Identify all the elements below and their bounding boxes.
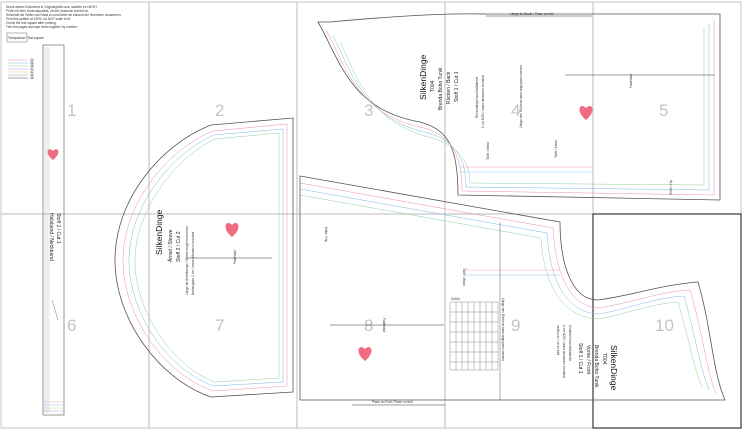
back-code: T004 bbox=[430, 80, 436, 92]
back-note-1: Rückenlänge laut Maßtabelle bbox=[475, 76, 479, 118]
test-square-label: Testquadrat / Test square bbox=[8, 36, 44, 40]
back-waist-mark: Taille / Waist bbox=[486, 142, 490, 160]
front-piece bbox=[300, 176, 725, 405]
instruction-line-4: Print this pattern at 100%, do NOT scale to fit. bbox=[6, 17, 71, 21]
front-name: Brenda Boho Tunik bbox=[593, 345, 599, 388]
back-grain-mark: Fadenlauf bbox=[629, 73, 633, 88]
legend-size-40: 40 bbox=[30, 67, 34, 71]
page-number-2: 2 bbox=[215, 101, 225, 120]
legend-size-38: 38 bbox=[30, 64, 34, 68]
front-piece-label: Vorne / Front bbox=[585, 345, 591, 374]
back-waist-mark-2: Taille / Waist bbox=[554, 140, 558, 158]
heart-logo-icon bbox=[225, 223, 238, 237]
back-brand: SilkenDinge bbox=[418, 54, 428, 100]
page-number-5: 5 bbox=[659, 101, 669, 120]
legend-size-36: 36 bbox=[30, 61, 34, 65]
back-hip-mark: Hüfte / Hip bbox=[669, 179, 673, 195]
page-number-3: 3 bbox=[364, 101, 374, 120]
legend-size-44: 44 bbox=[30, 73, 34, 77]
heart-logo-icon bbox=[579, 106, 592, 120]
front-cut: Stoff 1 / Cut 1 bbox=[577, 343, 583, 374]
sleeve-name: Ärmel / Sleeve bbox=[168, 229, 174, 262]
page-number-7: 7 bbox=[215, 316, 225, 335]
front-length-mark: Länge des Rückens kann angepasst werden bbox=[501, 298, 505, 361]
back-note-2: 1 cm NZG / seam allowance included bbox=[481, 75, 485, 128]
heart-logo-icon bbox=[358, 347, 371, 361]
front-waist-mark: Taille / Waist bbox=[462, 268, 466, 286]
size-table bbox=[450, 302, 498, 370]
page-grid bbox=[1, 2, 741, 428]
size-legend bbox=[8, 58, 34, 80]
instruction-line-3: Schneide die Seiten am Rand zu und klebe sie anhand der Nummern zusammen. bbox=[6, 13, 122, 17]
instruction-line-5: Check the test square after printing. bbox=[6, 21, 57, 25]
print-instructions bbox=[6, 5, 121, 42]
back-note-3: Länge des Rückens kann angepasst werden bbox=[519, 65, 523, 128]
sleeve-grain: Fadenlauf bbox=[233, 249, 237, 264]
neckband-cut: Stoff 1 / Cut 1 bbox=[55, 213, 61, 244]
sleeve-note-2: Nahtzugabe 1 cm / seam allowance included bbox=[191, 231, 195, 295]
front-fold-label: Place on Fold / Place on fold bbox=[372, 400, 413, 404]
front-code: T004 bbox=[601, 353, 607, 365]
instruction-line-2: Prüfe mit dem Kontrollquadrat, ob der Ausdruck korrekt ist. bbox=[6, 9, 89, 13]
sleeve-note-1: Länge ab Ärmelbeuge / Sleeve length from bend bbox=[185, 226, 189, 295]
back-cut: Stoff 1 / Cut 1 bbox=[454, 71, 460, 102]
front-grain-mark: Fadenlauf bbox=[382, 318, 386, 333]
heart-logo-icon bbox=[48, 149, 59, 160]
front-note-1: Vorderteil laut Maßtabelle bbox=[568, 325, 572, 362]
page-number-8: 8 bbox=[364, 316, 374, 335]
legend-size-42: 42 bbox=[30, 70, 34, 74]
back-piece-label: Rücken / Back bbox=[446, 71, 452, 104]
page-number-9: 9 bbox=[511, 316, 521, 335]
back-fold-label: Länge im Bruch / Place on fold bbox=[510, 12, 554, 16]
sleeve-cut: Stoff 2 / Cut 2 bbox=[176, 231, 182, 262]
front-note-2: 1 cm NZG / seam allowance included bbox=[562, 325, 566, 378]
page-number-1: 1 bbox=[67, 101, 77, 120]
front-hip-mark: Hüfte / Hip bbox=[324, 227, 328, 243]
legend-size-34: 34 bbox=[30, 58, 34, 62]
size-table-title: Größe bbox=[451, 297, 461, 301]
instruction-line-1: Druck dieses Dokument in Originalgröße aus, skaliere es NICHT. bbox=[6, 5, 98, 9]
front-brand: SilkenDinge bbox=[609, 345, 619, 391]
legend-size-46: 46 bbox=[30, 76, 34, 80]
instruction-line-6: Trim the pages and tape them together by number. bbox=[6, 25, 78, 29]
neckband-label: Halsband / Neckband bbox=[48, 213, 54, 261]
front-note-3: im Bruch / cut on fold bbox=[556, 325, 560, 355]
page-number-10: 10 bbox=[655, 316, 674, 335]
page-number-6: 6 bbox=[67, 316, 77, 335]
sleeve-brand: SilkenDinge bbox=[154, 209, 164, 255]
back-name: Brenda Boho Tunik bbox=[438, 67, 444, 110]
page-number-4: 4 bbox=[511, 101, 521, 120]
sleeve-piece bbox=[115, 118, 293, 397]
